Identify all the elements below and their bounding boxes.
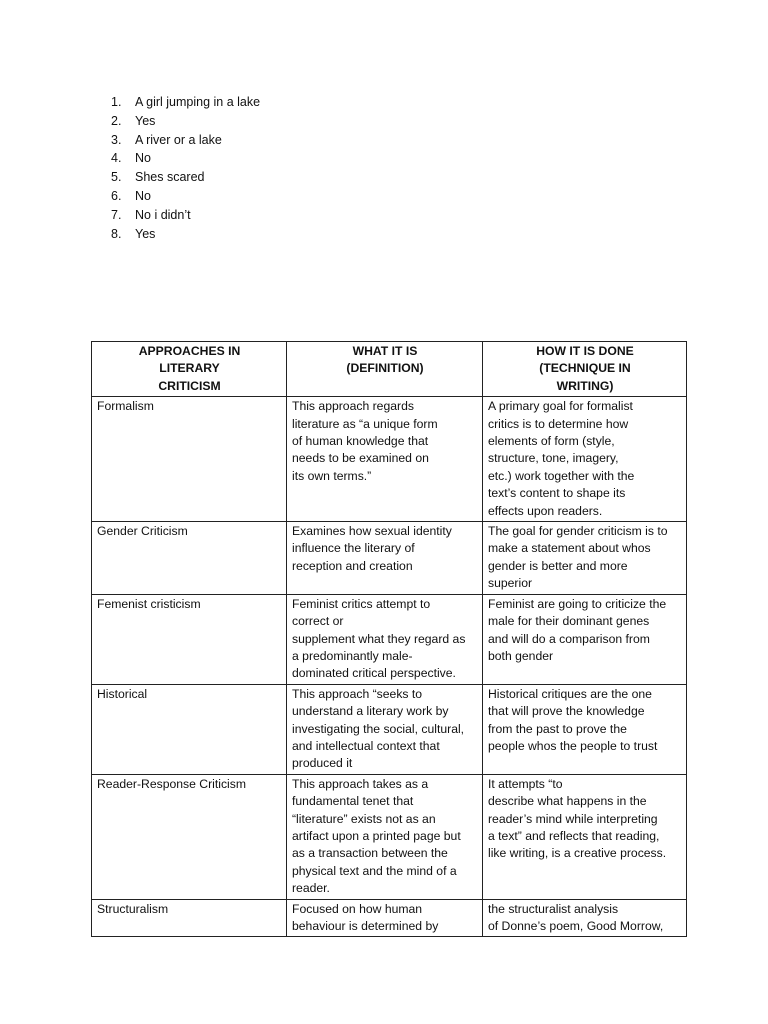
- table-row: [92, 397, 687, 522]
- approach-cell: Historical: [92, 684, 287, 774]
- table-row: [92, 774, 687, 899]
- header-how-it-is-done: HOW IT IS DONE (TECHNIQUE IN WRITING): [483, 342, 687, 397]
- answer-item: [107, 206, 260, 225]
- table-row: [92, 899, 687, 937]
- answer-number: 1.: [111, 95, 122, 109]
- approach-cell: Formalism: [92, 397, 287, 522]
- table-row: [92, 684, 687, 774]
- answer-number: 7.: [111, 207, 122, 222]
- approach-cell: Femenist cristicism: [92, 594, 287, 684]
- approach-cell: Gender Criticism: [92, 522, 287, 595]
- answer-text: Yes: [135, 113, 156, 128]
- answer-text: A river or a lake: [135, 132, 222, 147]
- definition-cell: This approach “seeks to understand a literary work by investigating the social, cultural, and intellectual context that produced it: [287, 684, 483, 774]
- technique-cell: Feminist are going to criticize the male for their dominant genes and will do a comparison from both gender: [483, 594, 687, 684]
- answer-number: 3.: [111, 132, 122, 147]
- answer-text: No: [135, 151, 151, 166]
- technique-cell: A primary goal for formalist critics is to determine how elements of form (style, structure, tone, imagery, etc.) work together with the text’s content to shape its effects upon readers.: [483, 397, 687, 522]
- technique-cell: the structuralist analysis of Donne’s poem, Good Morrow,: [483, 899, 687, 937]
- answer-number: 8.: [111, 226, 122, 241]
- answer-item: [107, 131, 260, 150]
- definition-cell: Examines how sexual identity influence the literary of reception and creation: [287, 522, 483, 595]
- approach-cell: Reader-Response Criticism: [92, 774, 287, 899]
- technique-cell: The goal for gender criticism is to make a statement about whos gender is better and more superior: [483, 522, 687, 595]
- answer-item: [107, 93, 260, 112]
- answer-item: [107, 168, 260, 187]
- answer-text: A girl jumping in a lake: [135, 95, 261, 109]
- answer-item: [107, 112, 260, 131]
- answer-item: [107, 225, 260, 244]
- approach-cell: Structuralism: [92, 899, 287, 937]
- technique-cell: Historical critiques are the one that will prove the knowledge from the past to prove the people whos the people to trust: [483, 684, 687, 774]
- definition-cell: This approach takes as a fundamental tenet that “literature” exists not as an artifact upon a printed page but as a transaction between the physical text and the mind of a reader.: [287, 774, 483, 899]
- header-what-it-is: WHAT IT IS (DEFINITION): [287, 342, 483, 397]
- answer-number: 2.: [111, 113, 122, 128]
- table-header-row: [92, 342, 687, 397]
- answer-text: Yes: [135, 226, 156, 241]
- header-approaches: APPROACHES IN LITERARY CRITICISM: [92, 342, 287, 397]
- answer-item: [107, 187, 260, 206]
- answer-text: No i didn’t: [135, 207, 191, 222]
- answer-number: 4.: [111, 151, 122, 166]
- answer-number: 6.: [111, 188, 122, 203]
- answer-item: [107, 149, 260, 168]
- definition-cell: Feminist critics attempt to correct or supplement what they regard as a predominantly male- dominated critical perspective.: [287, 594, 483, 684]
- answer-number: 5.: [111, 170, 122, 185]
- literary-criticism-table: [91, 341, 687, 937]
- table-row: [92, 522, 687, 595]
- definition-cell: This approach regards literature as “a unique form of human knowledge that needs to be examined on its own terms.”: [287, 397, 483, 522]
- answer-text: No: [135, 188, 151, 203]
- answer-list: [107, 93, 260, 243]
- technique-cell: It attempts “to describe what happens in the reader’s mind while interpreting a text” and reflects that reading, like writing, is a creative process.: [483, 774, 687, 899]
- answer-text: Shes scared: [135, 170, 205, 185]
- definition-cell: Focused on how human behaviour is determined by: [287, 899, 483, 937]
- table-row: [92, 594, 687, 684]
